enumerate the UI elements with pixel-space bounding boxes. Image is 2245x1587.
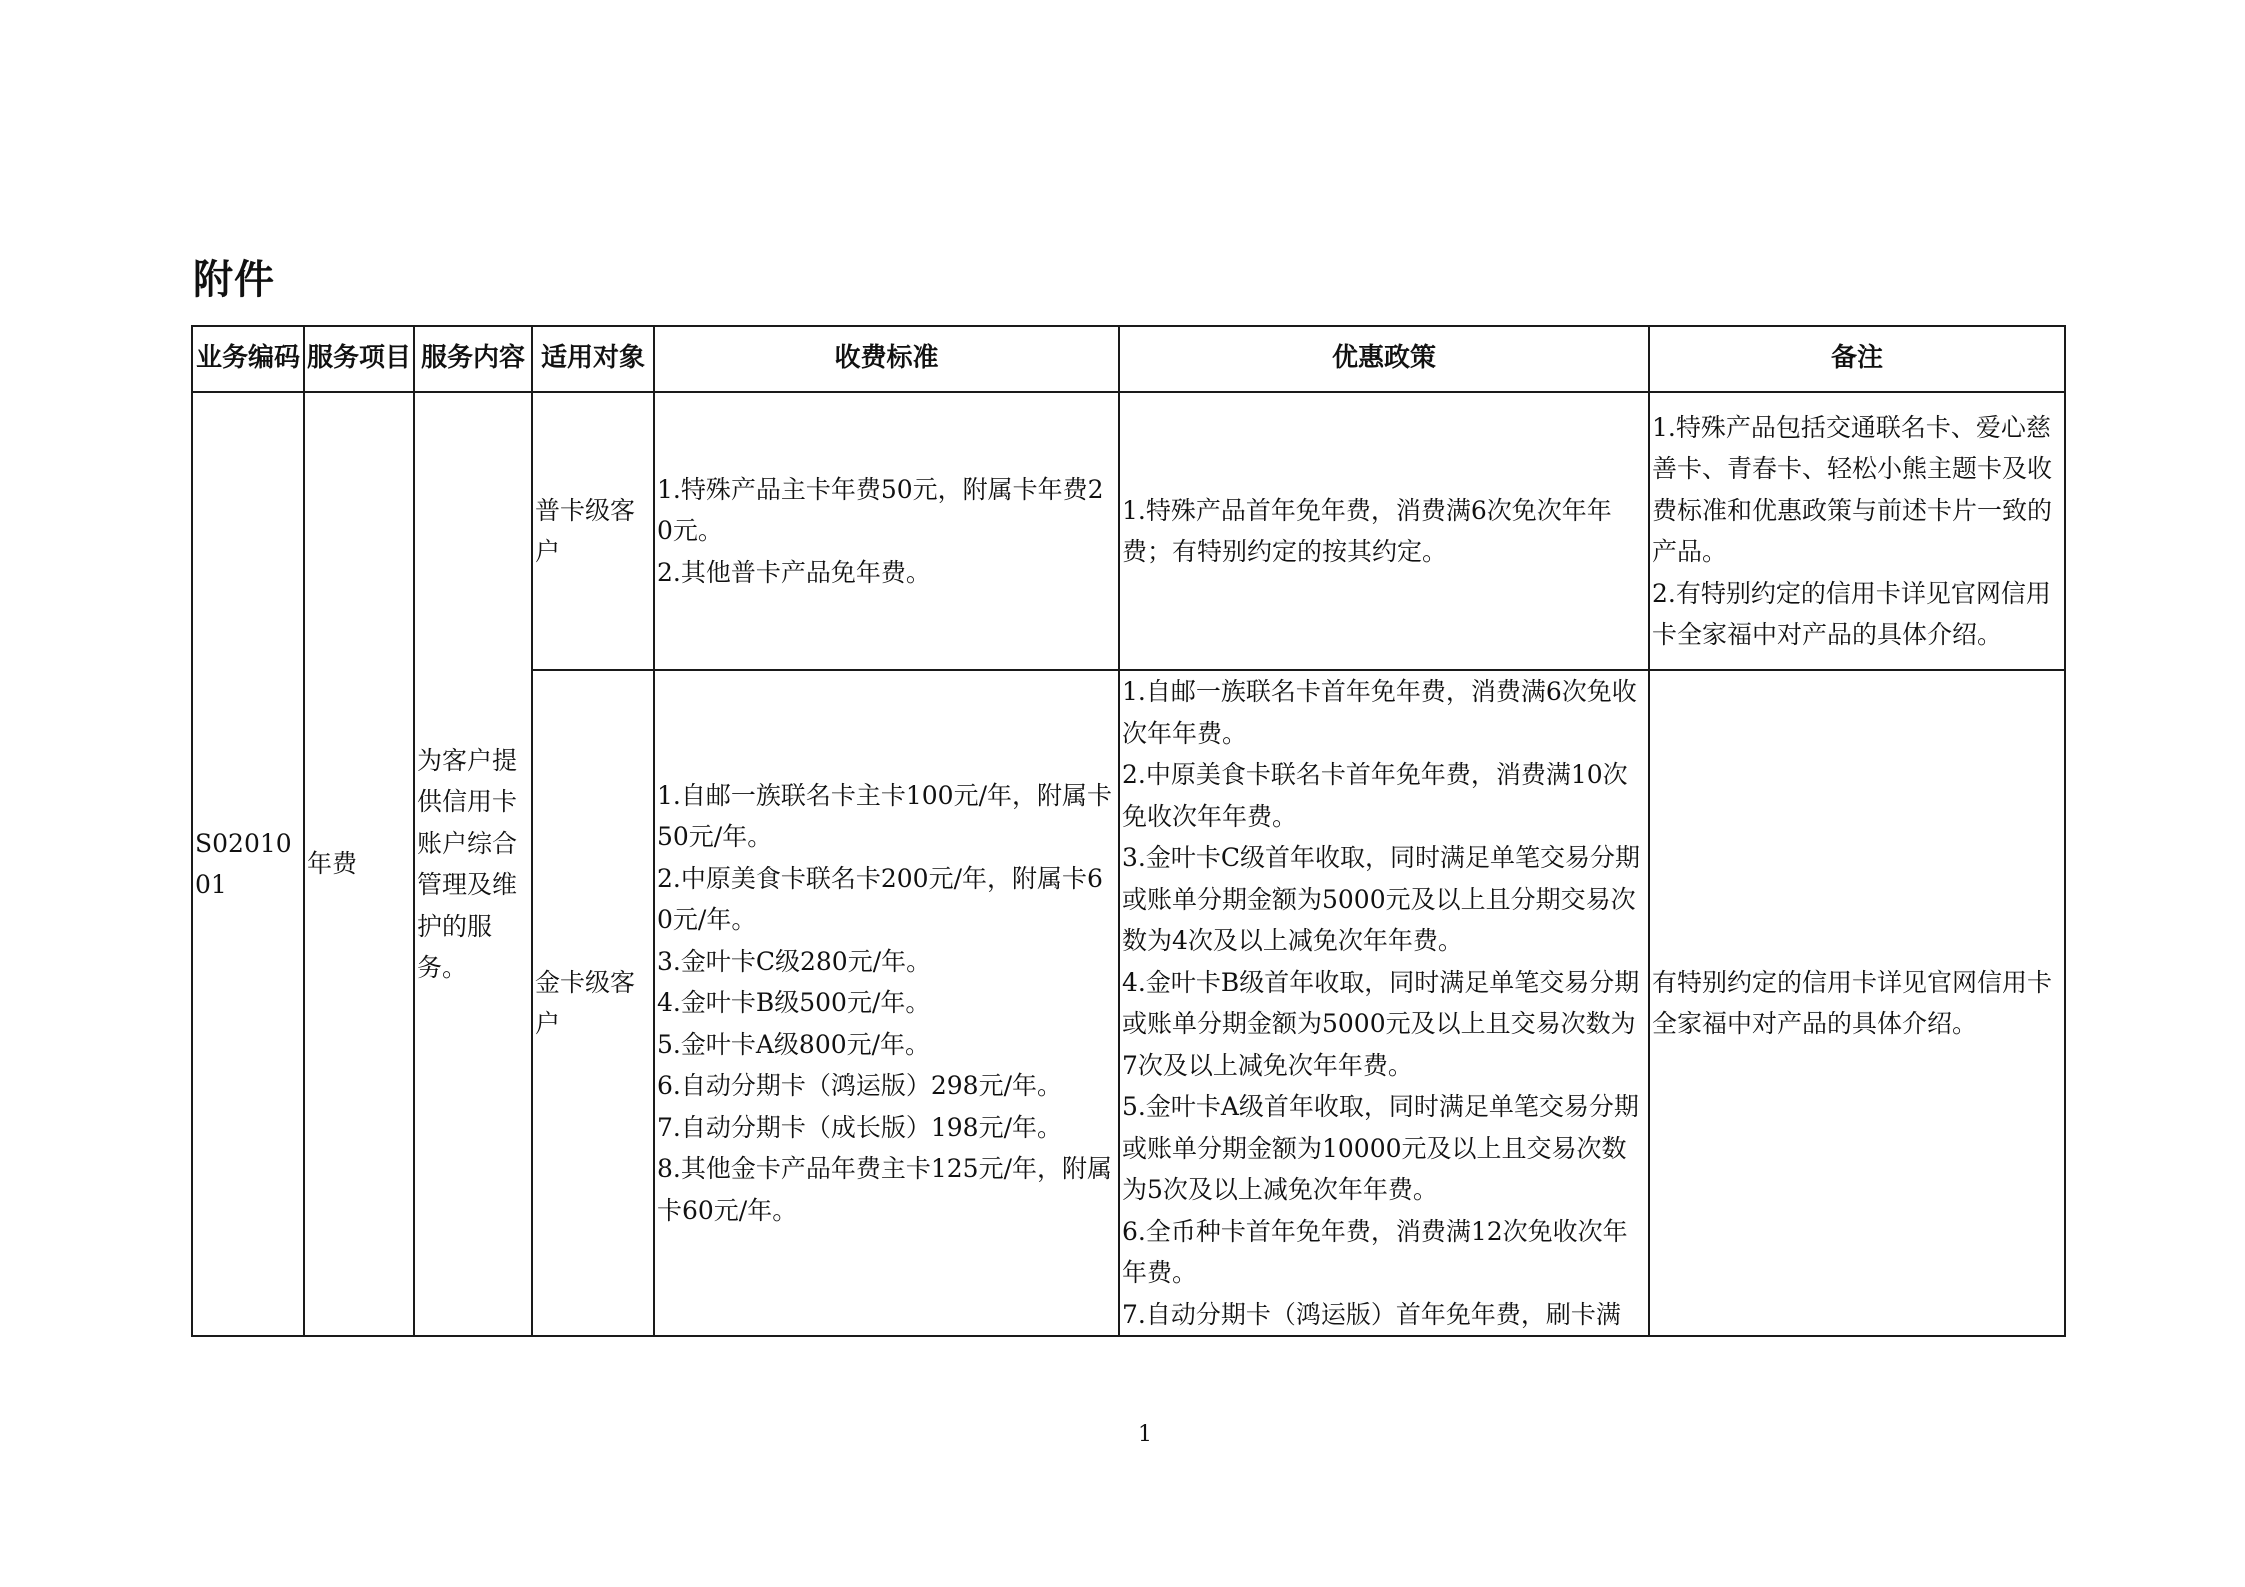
fee-line: 2.中原美食卡联名卡200元/年，附属卡60元/年。 [657, 863, 1103, 935]
service-content-cell: 为客户提供信用卡账户综合管理及维护的服务。 [414, 392, 532, 1336]
note-cell [1649, 670, 2065, 1336]
discount-policy-cell [1119, 670, 1649, 1336]
fee-standard-cell [654, 670, 1119, 1336]
note-line: 1.特殊产品包括交通联名卡、爱心慈善卡、青春卡、轻松小熊主题卡及收费标准和优惠政策与前述卡片一致的产品。 [1652, 412, 2053, 566]
discount-line: 2.中原美食卡联名卡首年免年费，消费满10次免收次年年费。 [1122, 760, 1628, 831]
header-fee: 收费标准 [654, 326, 1119, 392]
discount-line: 5.金叶卡A级首年收取，同时满足单笔交易分期或账单分期金额为10000元及以上且交易次数为5次及以上减免次年年费。 [1122, 1092, 1639, 1204]
fee-line: 8.其他金卡产品年费主卡125元/年，附属卡60元/年。 [657, 1154, 1112, 1225]
service-item-cell: 年费 [304, 392, 414, 1336]
business-code-cell: S0201001 [192, 392, 304, 1336]
fee-line: 6.自动分期卡（鸿运版）298元/年。 [657, 1071, 1062, 1101]
fee-line: 1.自邮一族联名卡主卡100元/年，附属卡50元/年。 [657, 780, 1112, 852]
table-row [192, 392, 2065, 670]
header-code: 业务编码 [192, 326, 304, 392]
fee-line: 3.金叶卡C级280元/年。 [657, 946, 932, 976]
document-title: 附件 [193, 257, 275, 303]
header-item: 服务项目 [304, 326, 414, 392]
discount-line: 4.金叶卡B级首年收取，同时满足单笔交易分期或账单分期金额为5000元及以上且交易次数为7次及以上减免次年年费。 [1122, 967, 1640, 1080]
fee-line: 1.特殊产品主卡年费50元，附属卡年费20元。 [657, 474, 1104, 546]
discount-line: 7.自动分期卡（鸿运版）首年免年费，刷卡满 [1122, 1299, 1621, 1329]
discount-line: 6.全币种卡首年免年费，消费满12次免收次年年费。 [1122, 1216, 1628, 1287]
header-target: 适用对象 [532, 326, 654, 392]
note-line: 有特别约定的信用卡详见官网信用卡全家福中对产品的具体介绍。 [1652, 967, 2053, 1038]
fee-line: 4.金叶卡B级500元/年。 [657, 988, 931, 1018]
header-content: 服务内容 [414, 326, 532, 392]
header-row [192, 326, 2065, 392]
discount-policy-cell [1119, 392, 1649, 670]
discount-line: 3.金叶卡C级首年收取，同时满足单笔交易分期或账单分期金额为5000元及以上且分期交易次数为4次及以上减免次年年费。 [1122, 843, 1640, 955]
discount-line: 1.自邮一族联名卡首年免年费，消费满6次免收次年年费。 [1122, 677, 1637, 748]
fee-standard-cell [654, 392, 1119, 670]
page-number: 1 [1138, 1422, 1152, 1447]
discount-line: 1.特殊产品首年免年费，消费满6次免次年年费；有特别约定的按其约定。 [1122, 495, 1612, 566]
target-cell: 普卡级客户 [532, 392, 654, 670]
header-discount: 优惠政策 [1119, 326, 1649, 392]
fee-line: 5.金叶卡A级800元/年。 [657, 1029, 931, 1059]
fee-line: 2.其他普卡产品免年费。 [657, 557, 931, 587]
fee-line: 7.自动分期卡（成长版）198元/年。 [657, 1112, 1062, 1142]
fee-table [191, 325, 2066, 1337]
note-cell [1649, 392, 2065, 670]
note-line: 2.有特别约定的信用卡详见官网信用卡全家福中对产品的具体介绍。 [1652, 578, 2051, 649]
header-note: 备注 [1649, 326, 2065, 392]
target-cell: 金卡级客户 [532, 670, 654, 1336]
